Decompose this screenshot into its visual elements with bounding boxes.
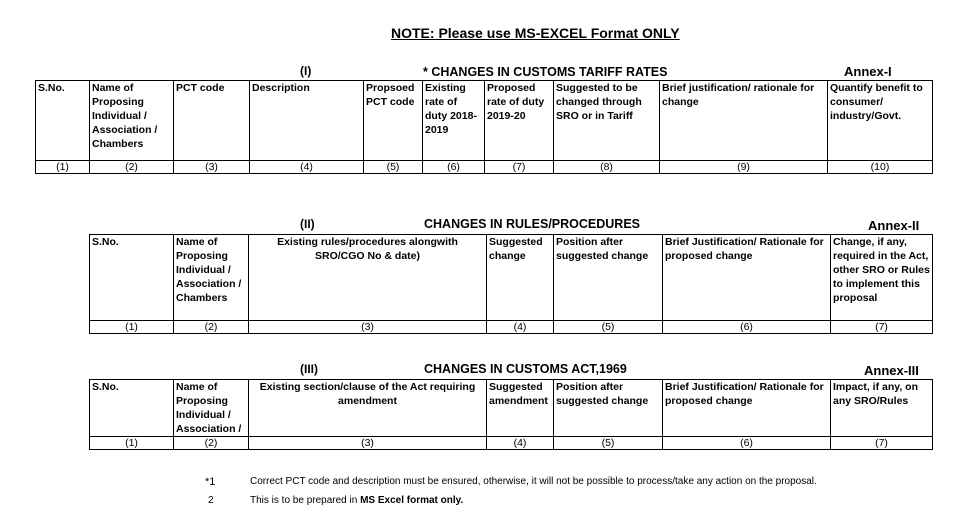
annex1-title: * CHANGES IN CUSTOMS TARIFF RATES: [423, 65, 668, 79]
header-cell: Suggested change: [487, 235, 554, 321]
column-number: (7): [831, 437, 933, 450]
header-cell: Suggested to be changed through SRO or in Tariff: [554, 81, 660, 161]
header-cell: Impact, if any, on any SRO/Rules: [831, 380, 933, 437]
column-number: (2): [90, 161, 174, 174]
header-cell: Description: [250, 81, 364, 161]
header-cell: Existing section/clause of the Act requiring amendment: [249, 380, 487, 437]
annex3-label: Annex-III: [864, 363, 919, 378]
header-cell: S.No.: [36, 81, 90, 161]
column-number: (5): [364, 161, 423, 174]
footnote-2-text-bold: MS Excel format only.: [360, 495, 464, 506]
header-cell: Quantify benefit to consumer/ industry/Govt.: [828, 81, 933, 161]
annex3-number-row: [90, 437, 933, 450]
annex2-number-row: [90, 321, 933, 334]
header-cell: Brief Justification/ Rationale for proposed change: [663, 380, 831, 437]
column-number: (5): [554, 321, 663, 334]
annex3-header-row: [90, 380, 933, 437]
header-cell: S.No.: [90, 235, 174, 321]
column-number: (2): [174, 437, 249, 450]
column-number: (1): [36, 161, 90, 174]
header-cell: PCT code: [174, 81, 250, 161]
header-cell: Brief justification/ rationale for change: [660, 81, 828, 161]
annex3-section-number: (III): [300, 362, 318, 376]
footnote-1-mark: *1: [205, 476, 216, 488]
header-cell: Propsoed PCT code: [364, 81, 423, 161]
annex2-table: [89, 234, 933, 334]
column-number: (8): [554, 161, 660, 174]
column-number: (7): [485, 161, 554, 174]
header-cell: Name of Proposing Individual / Association /: [174, 380, 249, 437]
header-cell: Existing rate of duty 2018-2019: [423, 81, 485, 161]
column-number: (1): [90, 437, 174, 450]
column-number: (9): [660, 161, 828, 174]
annex1-number-row: [36, 161, 933, 174]
annex2-title: CHANGES IN RULES/PROCEDURES: [424, 217, 640, 231]
column-number: (1): [90, 321, 174, 334]
header-cell: Position after suggested change: [554, 380, 663, 437]
annex2-header-row: [90, 235, 933, 321]
footnote-2-text: [250, 495, 463, 506]
column-number: (3): [249, 321, 487, 334]
header-cell: Position after suggested change: [554, 235, 663, 321]
page-note: NOTE: Please use MS-EXCEL Format ONLY: [391, 25, 680, 41]
column-number: (5): [554, 437, 663, 450]
header-cell: Name of Proposing Individual / Association / Chambers: [90, 81, 174, 161]
header-cell: Brief Justification/ Rationale for proposed change: [663, 235, 831, 321]
annex2-label: Annex-II: [868, 218, 920, 233]
column-number: (10): [828, 161, 933, 174]
column-number: (3): [249, 437, 487, 450]
header-cell: S.No.: [90, 380, 174, 437]
column-number: (6): [663, 321, 831, 334]
annex1-label: Annex-I: [844, 64, 892, 79]
header-cell: Name of Proposing Individual / Association / Chambers: [174, 235, 249, 321]
column-number: (6): [663, 437, 831, 450]
annex2-section-number: (II): [300, 217, 315, 231]
column-number: (2): [174, 321, 249, 334]
column-number: (4): [250, 161, 364, 174]
annex1-section-number: (I): [300, 64, 312, 78]
annex1-header-row: [36, 81, 933, 161]
header-cell: Existing rules/procedures alongwith SRO/CGO No & date): [249, 235, 487, 321]
annex3-title: CHANGES IN CUSTOMS ACT,1969: [424, 362, 627, 376]
header-cell: Change, if any, required in the Act, other SRO or Rules to implement this proposal: [831, 235, 933, 321]
footnote-2-mark: 2: [208, 495, 214, 506]
column-number: (6): [423, 161, 485, 174]
column-number: (4): [487, 437, 554, 450]
footnote-1-text: Correct PCT code and description must be ensured, otherwise, it will not be possible to process/take any action on the proposal.: [250, 476, 817, 487]
column-number: (4): [487, 321, 554, 334]
footnote-2-text-plain: This is to be prepared in: [250, 495, 361, 506]
column-number: (3): [174, 161, 250, 174]
header-cell: Proposed rate of duty 2019-20: [485, 81, 554, 161]
header-cell: Suggested amendment: [487, 380, 554, 437]
column-number: (7): [831, 321, 933, 334]
annex3-table: [89, 379, 933, 450]
annex1-table: [35, 80, 933, 174]
